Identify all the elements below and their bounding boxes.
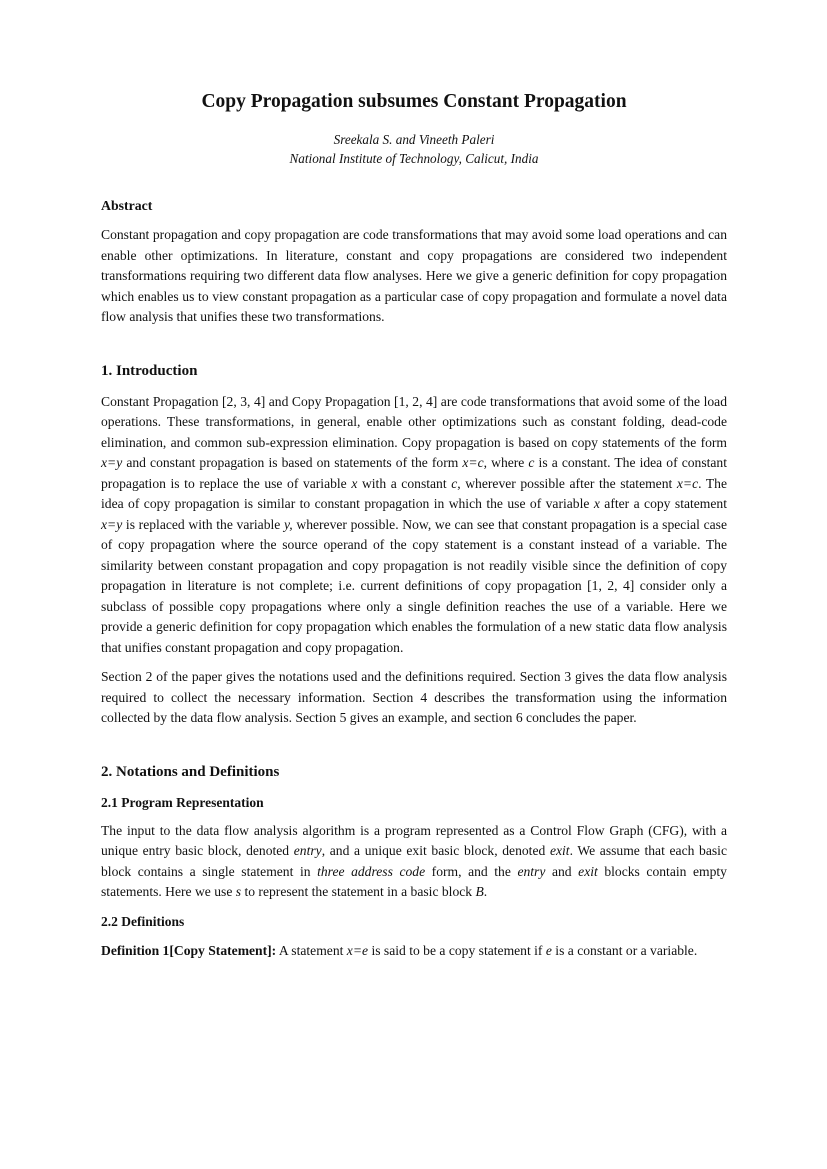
program-representation-paragraph: The input to the data flow analysis algorithm is a program represented as a Control Flow Graph (CFG), with a unique entry basic block, denoted entry, and a unique exit basic block, denoted exit. We assume that each basic block contains a single statement in three address code form, and the entry and exit blocks contain empty statements. Here we use s to represent the statement in a basic block B.	[101, 822, 727, 899]
intro-paragraph-2: Section 2 of the paper gives the notations used and the definitions required. Section 3 gives the data flow analysis required to collect the necessary information. Section 4 describes the transformation using the information collected by the data flow analysis. Section 5 gives an example, and section 6 concludes the paper.	[101, 669, 727, 725]
intro-paragraph-1: Constant Propagation [2, 3, 4] and Copy Propagation [1, 2, 4] are code transformations that avoid some of the load operations. These transformations, in general, enable other optimizations such as constant folding, dead-code elimination, and common sub-expression elimination. Copy propagation is based on copy statements of the form x=y and constant propagation is based on statements of the form x=c, where c is a constant. The idea of constant propagation is to replace the use of variable x with a constant c, wherever possible after the statement x=c. The idea of copy propagation is similar to constant propagation in which the use of variable x after a copy statement x=y is replaced with the variable y, wherever possible. Now, we can see that constant propagation is a special case of copy propagation where the source operand of the copy statement is a constant instead of a variable. The similarity between constant propagation and copy propagation is not readily visible since the definition of copy propagation in literature is not complete; i.e. current definitions of copy propagation [1, 2, 4] consider only a subclass of possible copy propagations where only a single definition reaches the use of a variable. Here we provide a generic definition for copy propagation which enables the formulation of a new static data flow analysis that unifies constant propagation and copy propagation.	[101, 393, 728, 655]
paper-title: Copy Propagation subsumes Constant Propagation	[201, 91, 627, 112]
paper-page	[101, 88, 727, 961]
definition-1: Definition 1[Copy Statement]: A statement x=e is said to be a copy statement if e is a constant or a variable.	[101, 942, 698, 958]
author-names: Sreekala S. and Vineeth Paleri	[333, 132, 495, 147]
section-2-heading: 2. Notations and Definitions	[101, 763, 280, 780]
author-affiliation: National Institute of Technology, Calicut, India	[289, 151, 539, 166]
abstract-text: Constant propagation and copy propagation are code transformations that may avoid some load operations and can enable other optimizations. In literature, constant and copy propagations are considered two independent transformations requiring two different data flow analyses. Here we give a generic definition for copy propagation which enables us to view constant propagation as a particular case of copy propagation and formulate a novel data flow analysis that unifies these two transformations.	[101, 227, 727, 324]
abstract-heading: Abstract	[101, 198, 153, 213]
subsection-2-2-heading: 2.2 Definitions	[101, 913, 185, 929]
definition-1-label: Definition 1[Copy Statement]:	[101, 942, 277, 958]
subsection-2-1-heading: 2.1 Program Representation	[101, 794, 264, 810]
section-1-heading: 1. Introduction	[101, 362, 198, 379]
author-block	[101, 130, 727, 168]
